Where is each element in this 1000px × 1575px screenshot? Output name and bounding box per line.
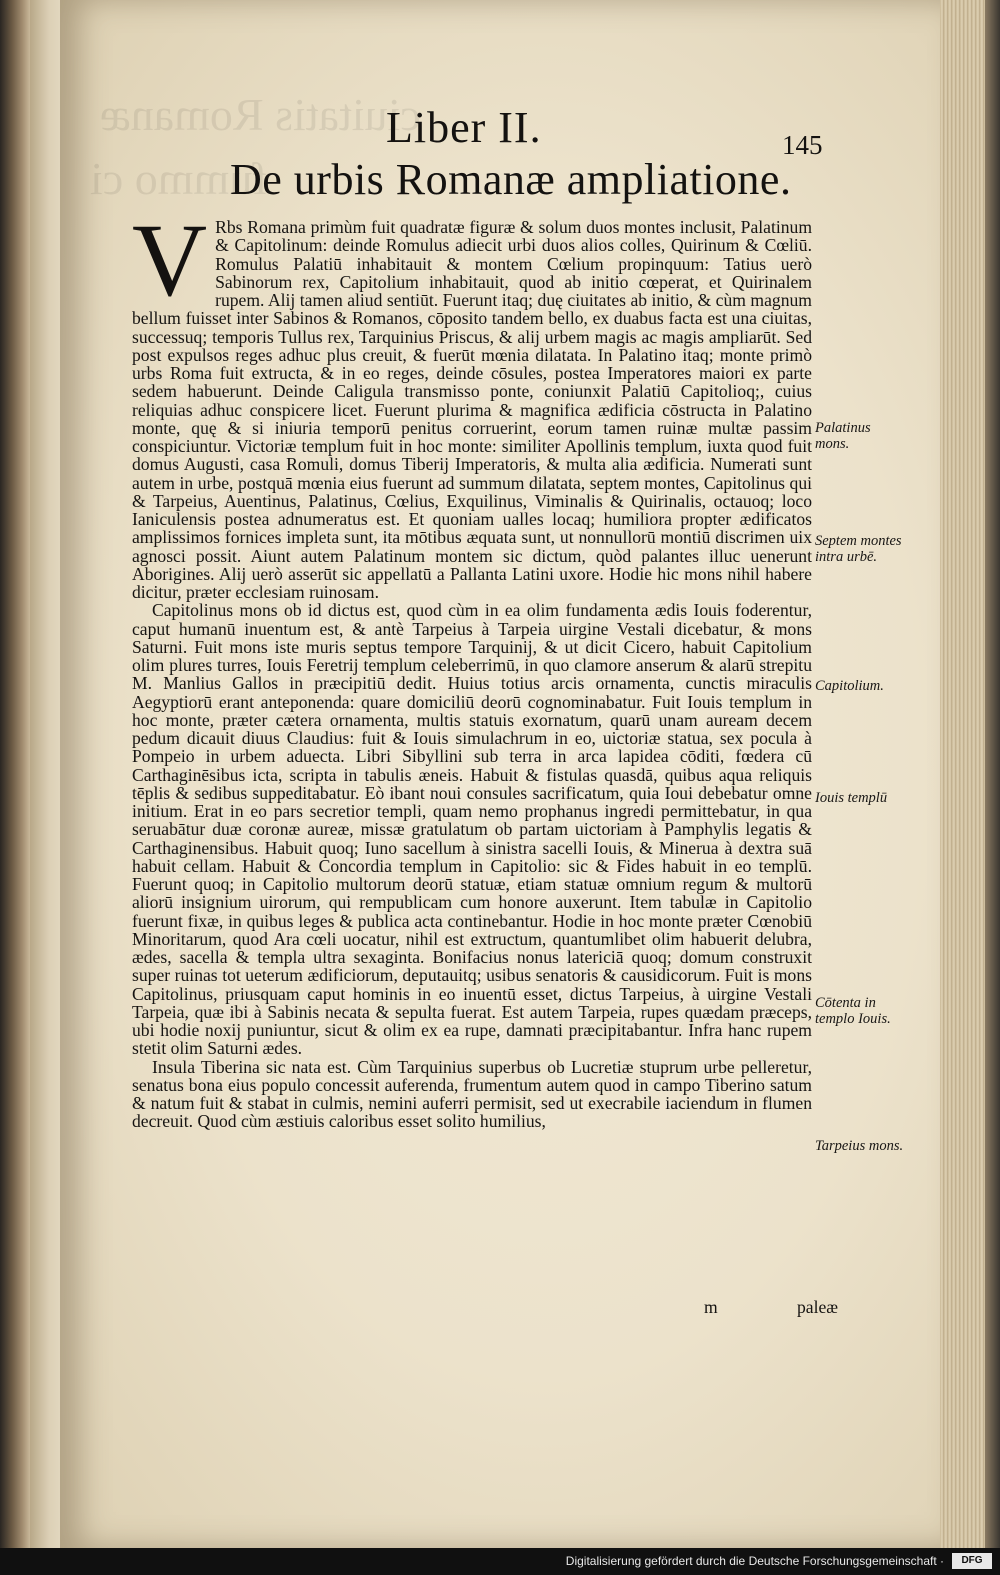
margin-note-septem-montes: Septem montes intra urbē. <box>815 533 902 565</box>
margin-note-palatinus: Palatinus mons. <box>815 420 871 452</box>
show-through-text: ciuitatis Romanæ <box>100 89 421 140</box>
folio-number: 145 <box>782 130 823 160</box>
margin-note-contenta: Cōtenta in templo Iouis. <box>815 995 891 1027</box>
margin-note-tarpeius: Tarpeius mons. <box>815 1138 904 1154</box>
dfg-logo: DFG <box>952 1553 992 1569</box>
page-stack-shadow <box>985 0 1000 1548</box>
drop-cap: V <box>132 203 208 318</box>
catchword: paleæ <box>797 1297 839 1317</box>
footer-credit: Digitalisierung gefördert durch die Deutsche Forschungsgemeinschaft · <box>565 1554 944 1568</box>
margin-note-iouis-templum: Iouis templū <box>815 790 888 806</box>
body-text <box>132 203 812 1132</box>
paragraph: Insula Tiberina sic nata est. Cùm Tarquinius superbus ob Lucretiæ stuprum urbe pelleretur, senatus bona eius populo concessit auferenda, frumentum autem quod in campo Tiberino satum & natum fuit & stabat in culmis, nemini auferri permisit, sed ut execrabile iaciendum in flumen decreuit. Quod cùm æstiuis caloribus esset solito humilius, <box>132 1056 812 1132</box>
book-page <box>60 0 940 1548</box>
running-head: Liber II. <box>386 103 542 152</box>
signature-mark: m <box>704 1297 718 1317</box>
show-through-text: fummo ci <box>90 153 268 204</box>
paragraph: Rbs Romana primùm fuit quadratæ figuræ & solum duos montes inclusit, Palatinum & Capitolinum: deinde Romulus adiecit urbi duos alios colles, Quirinum & Cœliū. Romulus Palatiū inhabitauit & montem Cœlium propinquum: Tatius uerò Sabinorum rex, Capitolium inhabitauit, quod ab initio cœperat, et Quirinalem rupem. Alij tamen aliud sentiūt. Fuerunt itaq; duę ciuitates ab initio, & cùm magnum bellum fuisset inter Sabinos & Romanos, cōposito tandem bello, ex duabus facta est una ciuitas, successuq; temporis Tullus rex, Tarquinius Priscus, & alij urbem magis ac magis ampliarūt. Sed post expulsos reges adhuc plus creuit, & fuerūt mœnia dilatata. In Palatino itaq; monte primò urbs Roma fuit extructa, & in eo reges, deinde cōsules, postea Imperatores maiori ex parte sedem habuerunt. Deinde Caligula transmisso ponte, coniunxit Palatiū Capitolioq;, cuius reliquias adhuc conspicere licet. Fuerunt plurima & magnifica ædificia cōstructa in Palatino monte, quę & si iniuria temporū penitus corruerint, eorum tamen ruinæ multæ passim conspiciuntur. Victoriæ templum fuit in hoc monte: similiter Apollinis templum, iuxta quod fuit domus Augusti, casa Romuli, domus Tiberij Imperatoris, & multa alia ædificia. Numerati sunt autem in urbe, postquā mœnia eius fuerunt ad summum dilatata, septem montes, Capitolinus qui & Tarpeius, Auentinus, Palatinus, Cœlius, Exquilinus, Viminalis & Quirinalis, octauoq; loco Ianiculensis postea adnumeratus est. Et quoniam ualles locaq; humiliora propter ædificatos amplissimos fornices impleta sunt, ita mōtibus æquata sunt, ut nonnullorū montiū discrimen uix agnosci possit. Aiunt autem Palatinum montem sic dictum, quòd palantes illuc uenerunt Aborigines. Alij uerò asserūt sic appellatū a Pallanta Latini uxore. Hodie hic mons nihil habere dicitur, præter ecclesiam ruinosam. <box>132 217 812 602</box>
margin-note-capitolium: Capitolium. <box>815 678 884 694</box>
book-spine-shadow <box>0 0 30 1550</box>
paragraph: Capitolinus mons ob id dictus est, quod cùm in ea olim fundamenta ædis Iouis foderentur, caput humanū inuentum est, & antè Tarpeius à Tarpeia uirgine Vestali dicebatur, & mons Saturni. Fuit mons iste muris septus tempore Tarquinij, & ut dicit Cicero, habuit Capitolium olim plures turres, Iouis Feretrij templum celeberrimū, in quo clamore anserum & alarū strepitu M. Manlius Gallos in præcipitiū dedit. Huius totius arcis ornamenta, cunctis miraculis Aegyptiorū erant anteponenda: quare domiciliū deorū cognominabatur. Fuit Iouis templum in hoc monte, præter cætera ornamenta, multis statuis exornatum, quarū unam auream decem pedum dicauit diuus Claudius: fuit & Iouis simulachrum in eo, uictoriæ statua, sex pocula à Pompeio in urbem aduecta. Libri Sibyllini sub terra in arca lapidea cōditi, fœdera cū Carthaginēsibus icta, scripta in tabulis æneis. Habuit & fistulas quasdā, quibus aqua reliquis tēplis & sedibus suppeditabatur. Eò ibant noui consules sacrificatum, quia Ioui debebatur omne initium. Erat in eo pars secretior templi, quam nemo prophanus ingredi permittebatur, in qua seruabātur duæ coronæ aureæ, missæ gratulatum ob partam uictoriam à Pamphylis legatis & Carthaginensibus. Habuit quoq; Iuno sacellum à sinistra sacelli Iouis, & Mineruа à dextra suā habuit cellam. Habuit & Concordia templum in Capitolio: sic & Fides habuit in eo templū. Fuerunt quoq; in Capitolio multorum deorū statuæ, etiam statuæ omnium regum & multorū aliorū insignium uirorum, qui rempublicam cum honore auxerunt. Item tabulæ in Capitolio fuerunt fixæ, in quibus leges & publica acta continebantur. Hodie in hoc monte præter Cœnobiū Minoritarum, quod Ara cœli uocatur, nihil est extructum, quantumlibet olim habuerit delubra, ædes, sacella & templa ultra sexaginta. Bonifacius nonus latericiā quoq; domum construxit super ruinas tot ueterum ædificiorum, deputauitq; usibus senatoris & causidicorum. Fuit is mons Capitolinus, priusquam caput hominis in eo inuentū esset, dictus Tarpeius, à uirgine Vestali Tarpeia, quæ ibi à Sabinis necata & sepulta fuerat. Est autem Tarpeia, rupes quædam præceps, ubi hodie noxij puniuntur, sicut & olim ex ea rupe, damnati præcipitabantur. Infra hanc rupem stetit olim Saturni ædes. <box>132 600 812 1059</box>
section-title: De urbis Romanæ ampliatione. <box>230 155 792 204</box>
footer-bar <box>0 1548 1000 1575</box>
